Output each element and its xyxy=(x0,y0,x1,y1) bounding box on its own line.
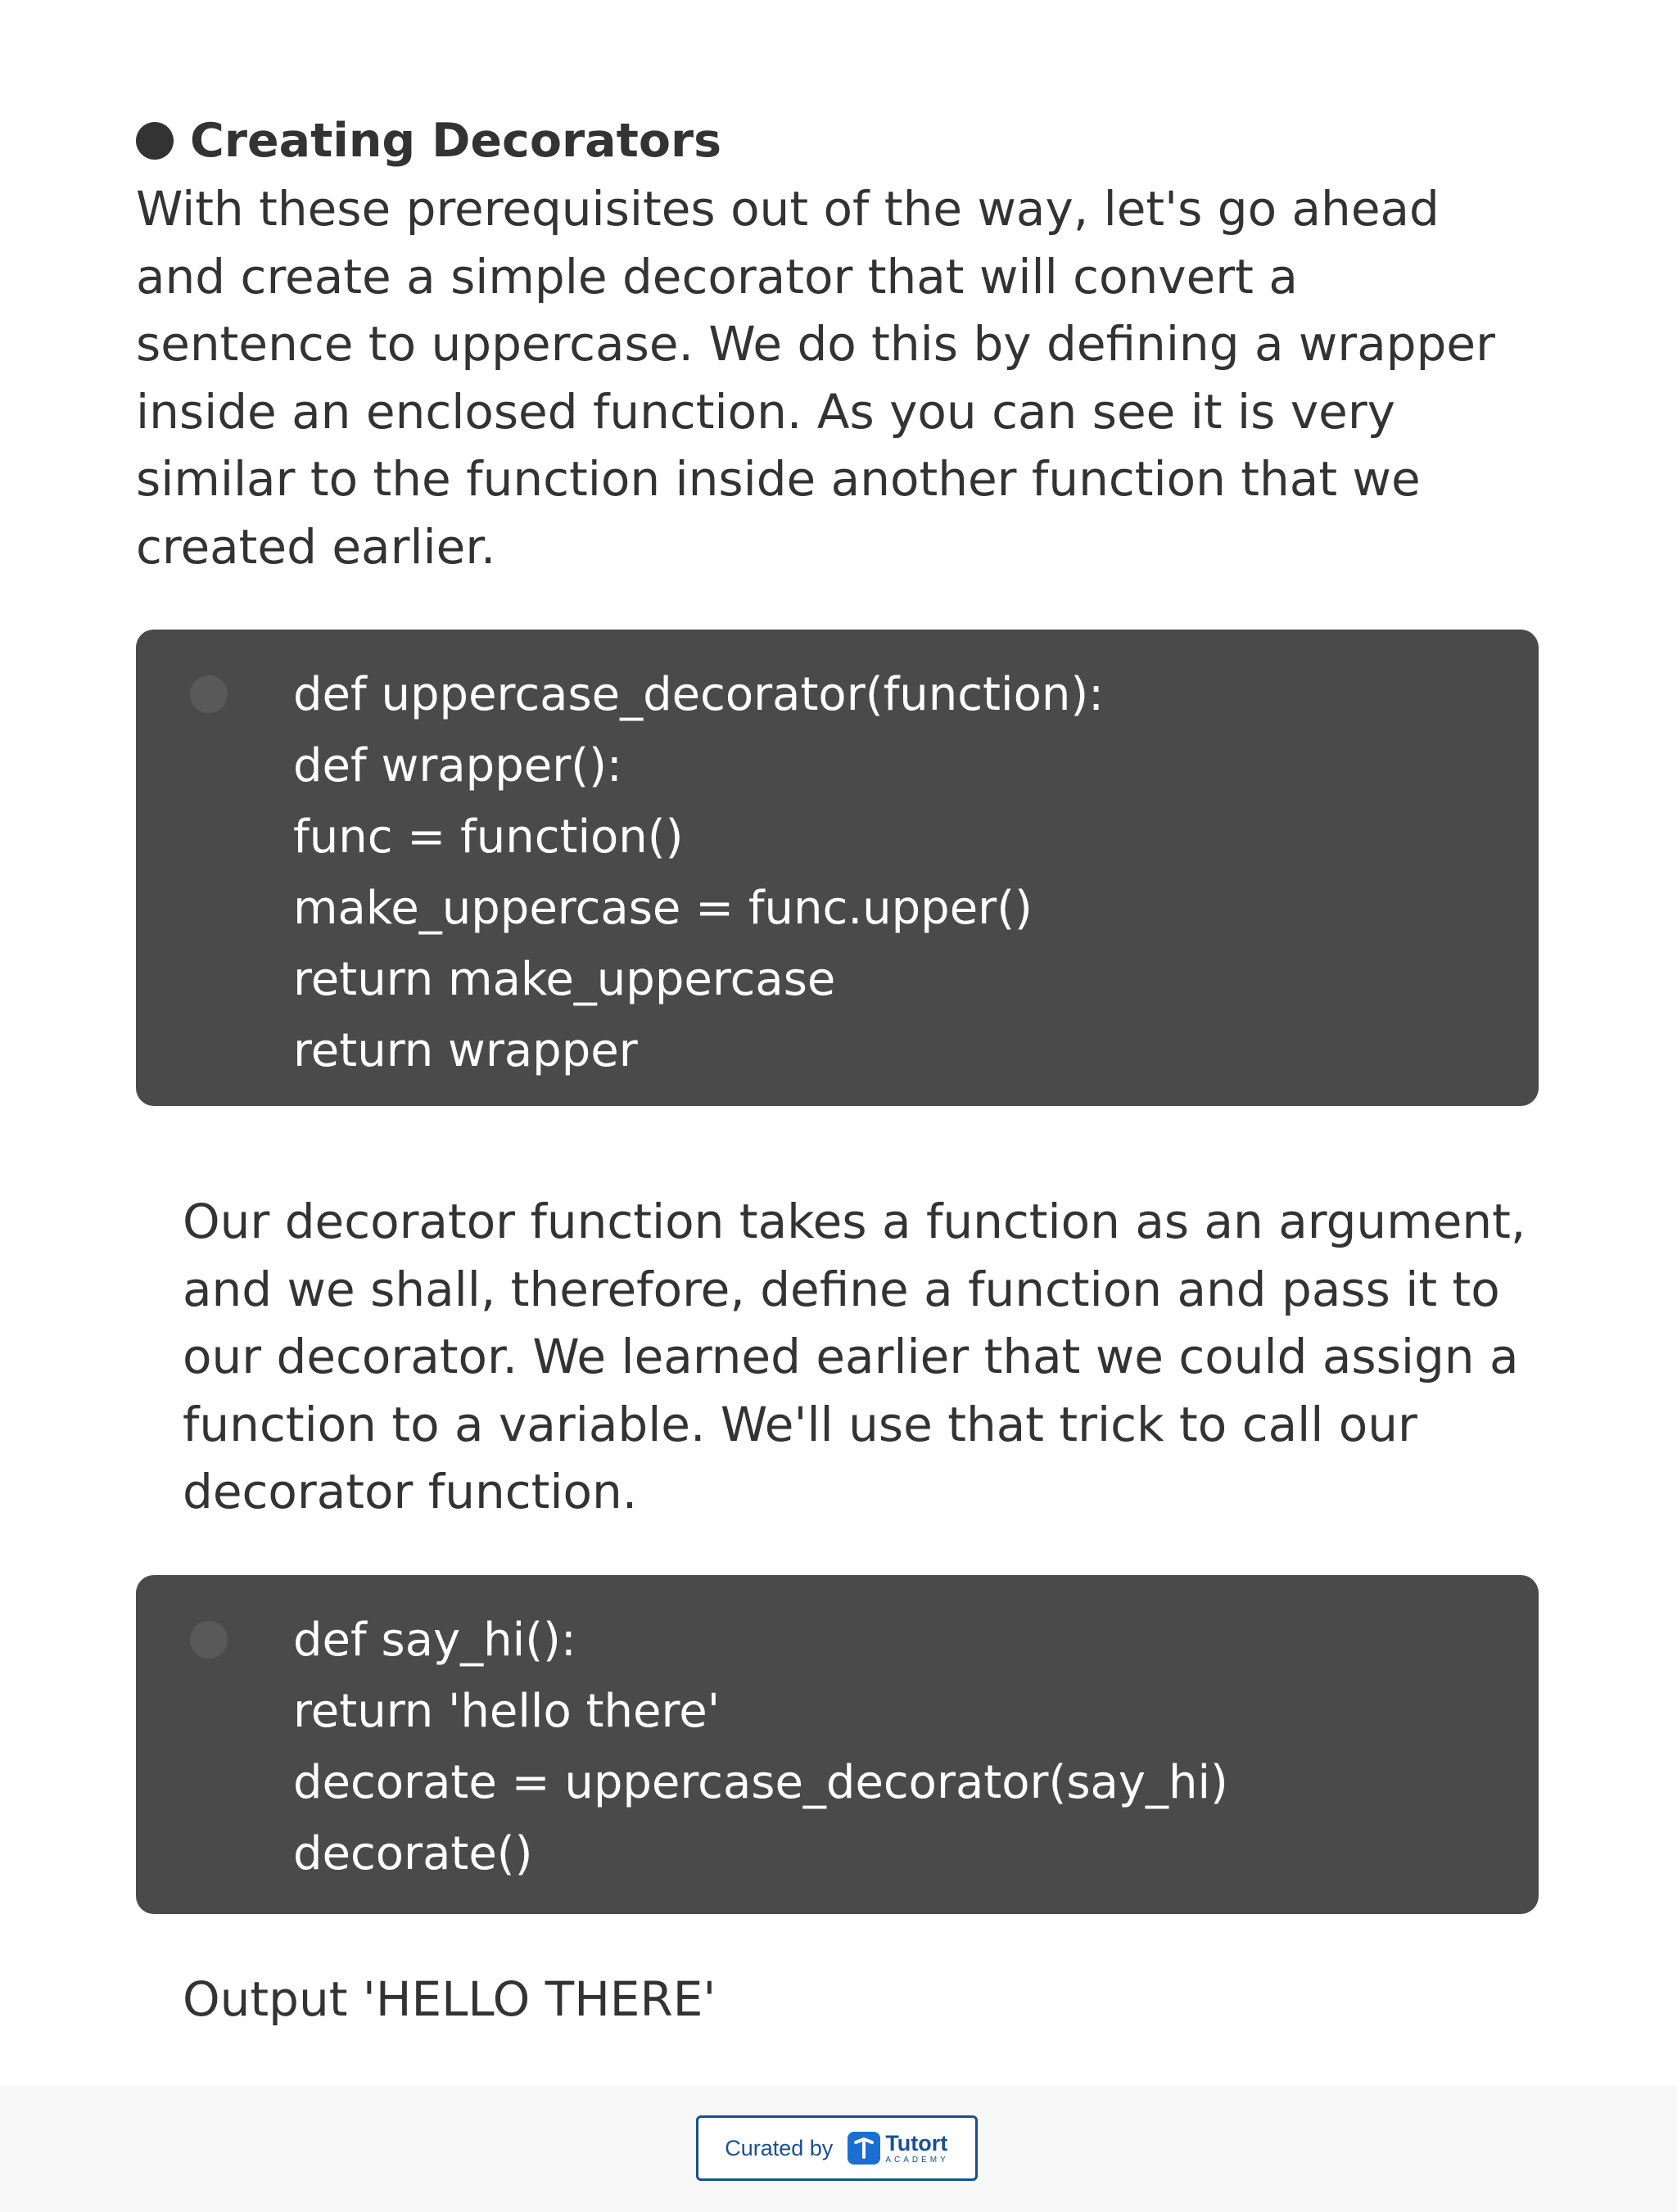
footer xyxy=(0,2086,1677,2212)
explanation-line: decorator function. xyxy=(183,1464,638,1519)
explanation-line: function to a variable. We'll use that trick to call our xyxy=(183,1396,1417,1452)
explanation-paragraph xyxy=(183,1188,1526,1526)
code-bullet-icon xyxy=(190,1621,228,1659)
code-line: return 'hello there' xyxy=(293,1685,721,1738)
intro-paragraph xyxy=(136,175,1495,580)
output-text: Output 'HELLO THERE' xyxy=(183,1971,716,2027)
code-line: decorate() xyxy=(293,1827,533,1880)
bullet-icon xyxy=(136,122,174,160)
code-line: return make_uppercase xyxy=(293,953,836,1006)
intro-line: and create a simple decorator that will convert a xyxy=(136,248,1298,305)
code-lines xyxy=(293,1605,1228,1889)
code-line: decorate = uppercase_decorator(say_hi) xyxy=(293,1756,1228,1809)
section-heading xyxy=(136,110,721,172)
code-line: def say_hi(): xyxy=(293,1614,576,1667)
code-line: def wrapper(): xyxy=(293,739,622,792)
explanation-line: our decorator. We learned earlier that we could assign a xyxy=(183,1329,1519,1384)
curated-by-badge[interactable] xyxy=(696,2115,978,2181)
code-line: func = function() xyxy=(293,810,684,864)
code-block-usage xyxy=(136,1575,1539,1914)
intro-line: created earlier. xyxy=(136,518,496,575)
code-lines xyxy=(293,659,1104,1086)
code-block-decorator xyxy=(136,630,1539,1106)
intro-line: With these prerequisites out of the way, let's go ahead xyxy=(136,181,1440,237)
intro-line: similar to the function inside another function that we xyxy=(136,451,1421,507)
explanation-line: Our decorator function takes a function as an argument, xyxy=(183,1194,1526,1249)
code-line: make_uppercase = func.upper() xyxy=(293,882,1033,935)
brand-name: Tutort xyxy=(885,2130,948,2156)
curated-label: Curated by xyxy=(725,2135,834,2160)
intro-line: sentence to uppercase. We do this by defining a wrapper xyxy=(136,316,1495,372)
code-line: return wrapper xyxy=(293,1024,638,1077)
heading-text: Creating Decorators xyxy=(190,114,722,168)
code-line: def uppercase_decorator(function): xyxy=(293,668,1105,721)
brand-wordmark xyxy=(885,2130,949,2165)
code-bullet-icon xyxy=(190,675,228,713)
intro-line: inside an enclosed function. As you can see it is very xyxy=(136,383,1395,440)
explanation-line: and we shall, therefore, define a function and pass it to xyxy=(183,1261,1500,1317)
brand-sub: ACADEMY xyxy=(885,2155,949,2165)
tutort-logo-icon xyxy=(848,2132,880,2165)
